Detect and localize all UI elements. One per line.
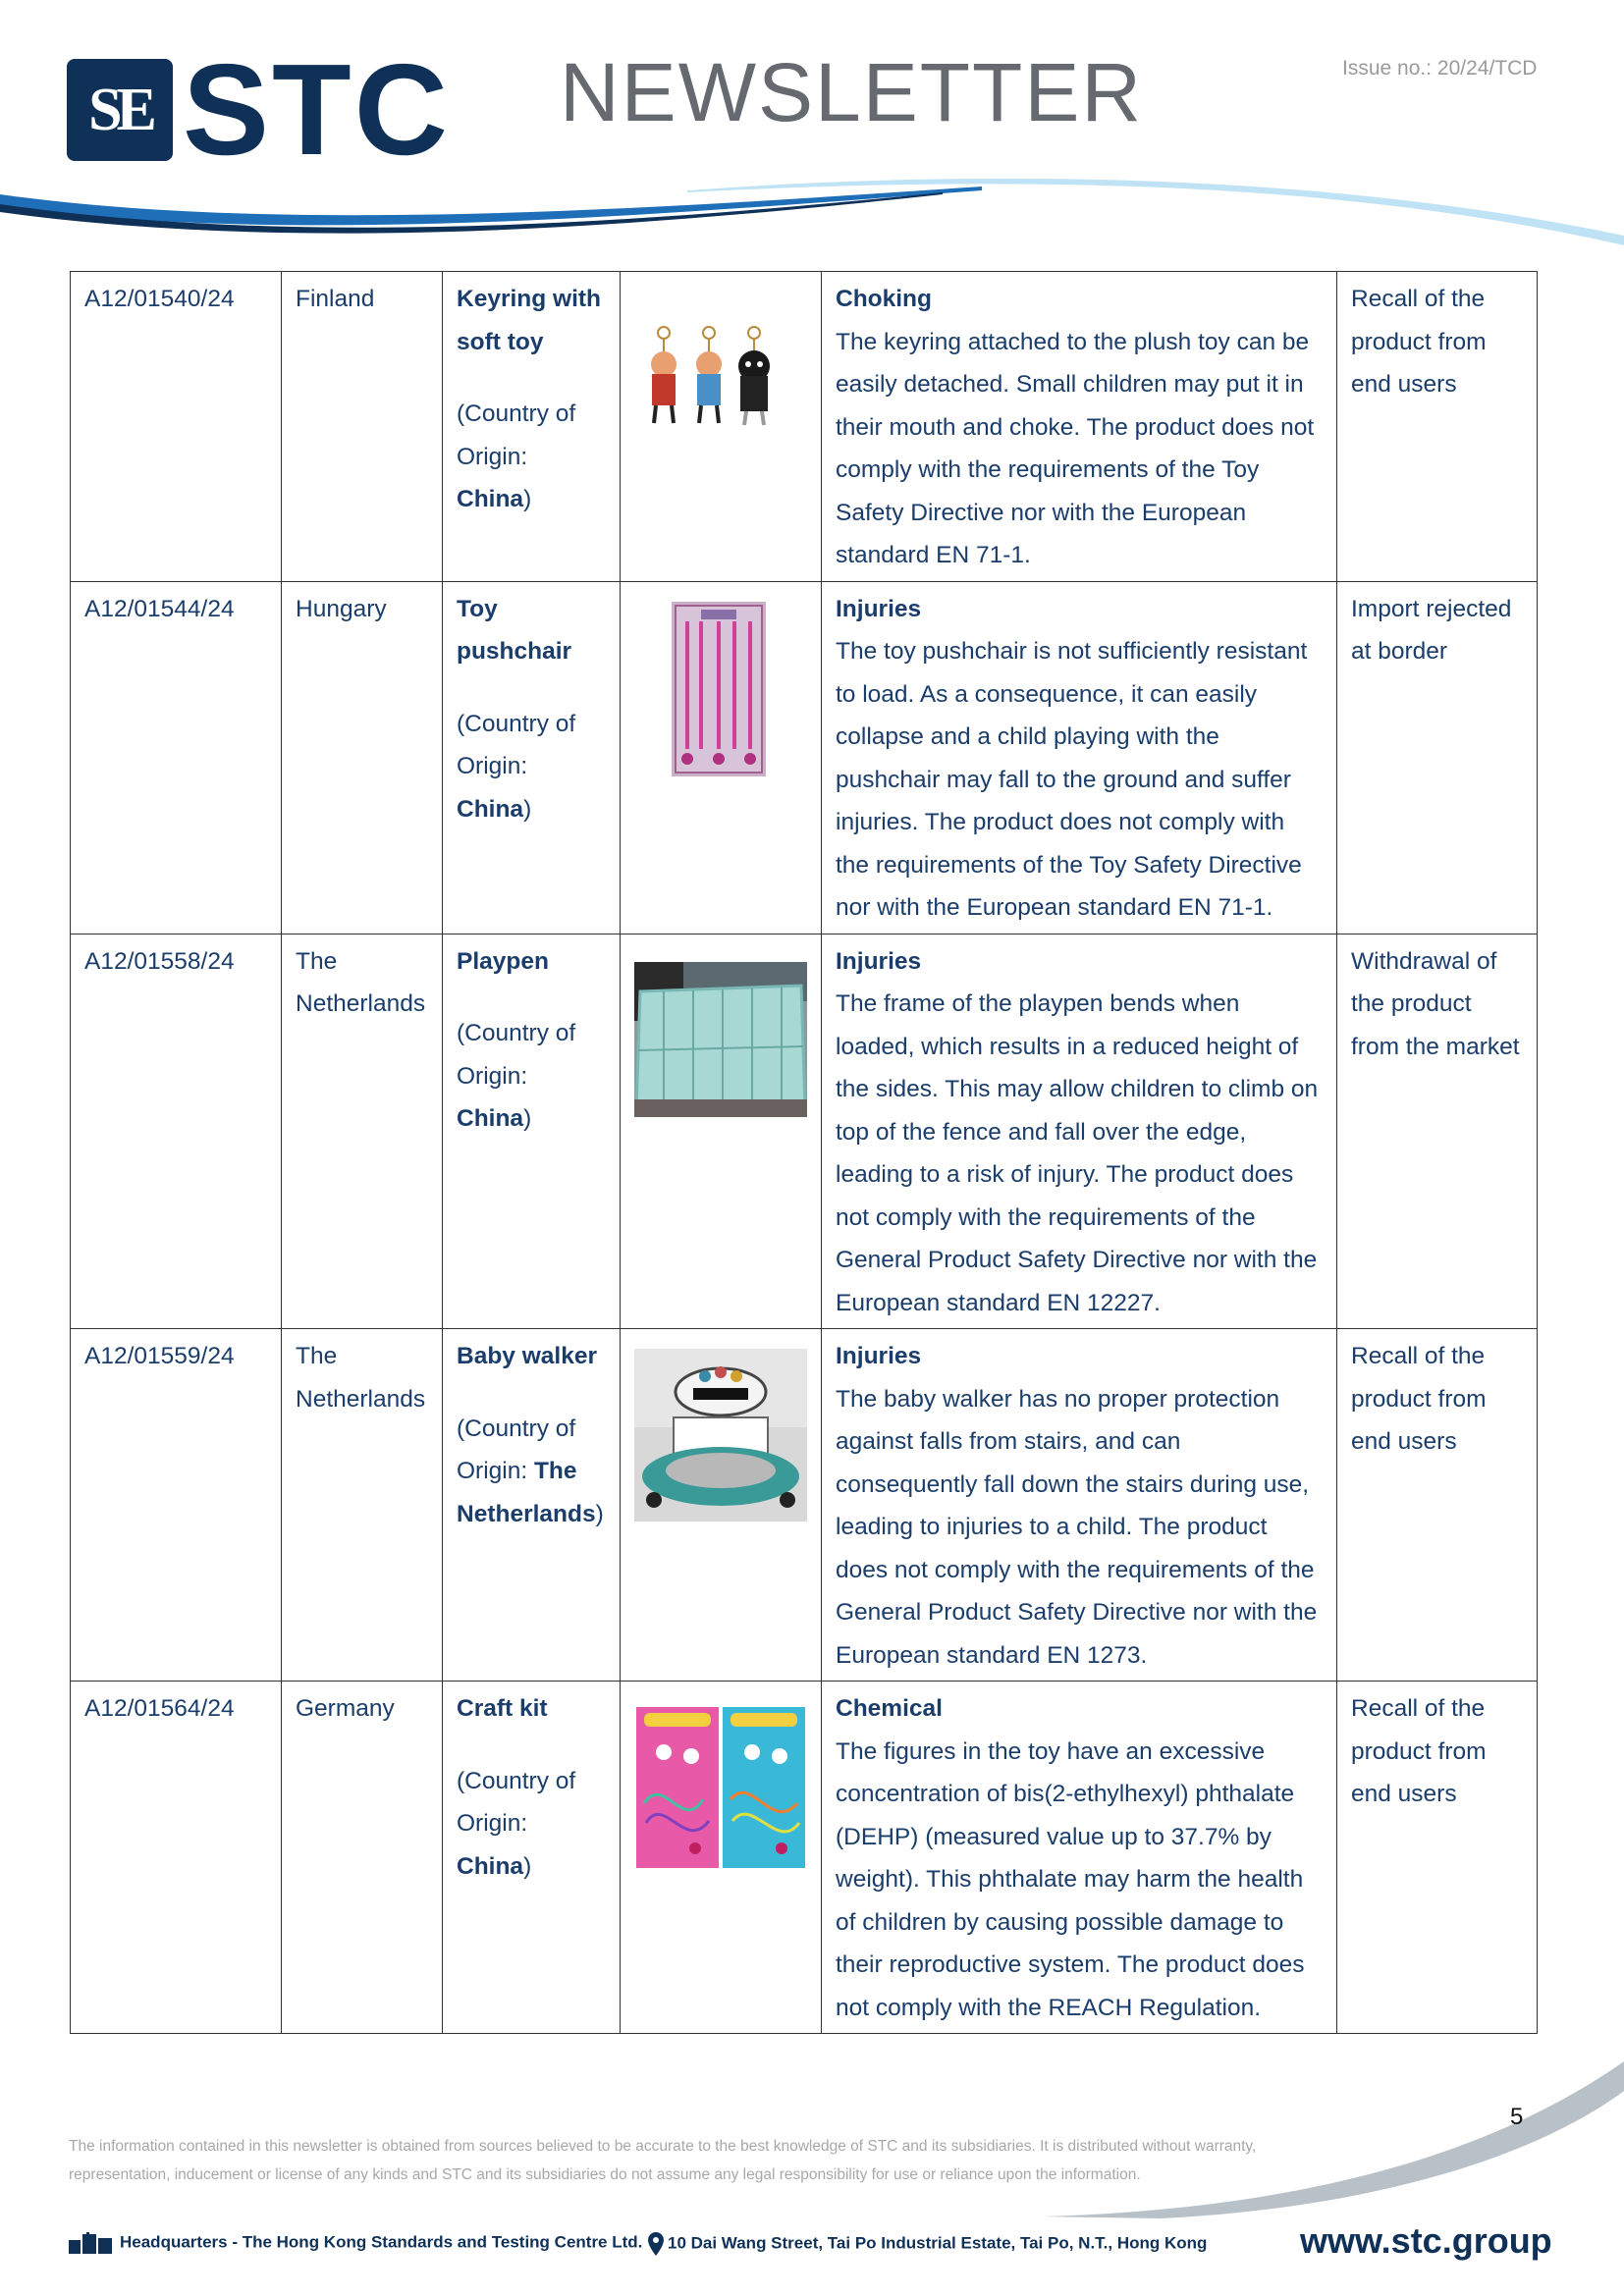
notifying-country: The Netherlands	[282, 934, 443, 1329]
stc-logo-mark: SE	[67, 59, 173, 161]
measures-taken: Withdrawal of the product from the market	[1337, 934, 1538, 1329]
table-row	[71, 1329, 1538, 1682]
location-pin-icon	[648, 2232, 664, 2256]
keyring-soft-toy-image	[634, 325, 782, 435]
ref-number: A12/01558/24	[71, 934, 282, 1329]
page-number: 5	[1510, 2104, 1524, 2130]
product-cell	[443, 1682, 621, 2034]
building-icon	[69, 2232, 114, 2254]
risk-cell	[822, 934, 1337, 1329]
product-cell	[443, 1329, 621, 1682]
disclaimer-text: The information contained in this newsletter is obtained from sources believed to be accurate to the best knowledge of STC and its subsidiaries. It is distributed without warranty, representation, inducement or license of any kinds and STC and its subsidiaries do not assume any legal responsibility for use or reliance upon the information.	[69, 2138, 1257, 2183]
measures-taken: Import rejected at border	[1337, 581, 1538, 934]
risk-cell	[822, 1329, 1337, 1682]
ref-number: A12/01540/24	[71, 272, 282, 582]
product-name: Playpen	[457, 947, 549, 975]
table-row	[71, 272, 1538, 582]
product-image-cell	[621, 1682, 822, 2034]
risk-type: Injuries	[836, 947, 922, 975]
country-of-origin: (Country of Origin: China)	[457, 710, 576, 823]
country-of-origin: (Country of Origin: China)	[457, 1767, 576, 1880]
table-row	[71, 934, 1538, 1329]
risk-description: The baby walker has no proper protection against falls from stairs, and can consequently fall down the stairs during use, leading to injuries to a child. The product does not comply with the requirements of the General Product Safety Directive nor with the European standard EN 1273.	[836, 1385, 1318, 1669]
stc-logo	[67, 37, 460, 182]
country-of-origin: (Country of Origin: The Netherlands)	[457, 1415, 604, 1527]
product-image-cell	[621, 1329, 822, 1682]
risk-description: The keyring attached to the plush toy can be easily detached. Small children may put it in their mouth and choke. The product does not comply with the requirements of the Toy Safety Directive nor with the European standard EN 71-1.	[836, 328, 1315, 568]
ref-number: A12/01544/24	[71, 581, 282, 934]
craft-kit-image	[634, 1705, 807, 1870]
product-cell	[443, 934, 621, 1329]
recall-table	[70, 271, 1538, 2034]
newsletter-header	[0, 0, 1624, 255]
risk-description: The figures in the toy have an excessive concentration of bis(2-ethylhexyl) phthalate (DEHP) (measured value up to 37.7% by weight). This phthalate may harm the health of children by causing possible damage to their reproductive system. The product does not comply with the REACH Regulation.	[836, 1737, 1305, 2021]
website-link[interactable]: www.stc.group	[1300, 2220, 1552, 2261]
ref-number: A12/01564/24	[71, 1682, 282, 2034]
measures-taken: Recall of the product from end users	[1337, 272, 1538, 582]
risk-type: Chemical	[836, 1695, 943, 1722]
table-row	[71, 581, 1538, 934]
product-cell	[443, 272, 621, 582]
product-image-cell	[621, 581, 822, 934]
notifying-country: Finland	[282, 272, 443, 582]
notifying-country: Hungary	[282, 581, 443, 934]
table-row	[71, 1682, 1538, 2034]
risk-type: Injuries	[836, 595, 922, 622]
address-label: 10 Dai Wang Street, Tai Po Industrial Estate, Tai Po, N.T., Hong Kong	[668, 2233, 1208, 2253]
measures-taken: Recall of the product from end users	[1337, 1329, 1538, 1682]
issue-number: Issue no.: 20/24/TCD	[1342, 57, 1538, 80]
product-name: Baby walker	[457, 1343, 597, 1369]
risk-description: The frame of the playpen bends when loaded, which results in a reduced height of the sides. This may allow children to climb on top of the fence and fall over the edge, leading to a risk of injury. The product does not comply with the requirements of the General Product Safety Directive nor with the European standard EN 12227.	[836, 990, 1319, 1316]
newsletter-title: NEWSLETTER	[560, 46, 1144, 138]
baby-walker-image	[634, 1349, 807, 1522]
risk-type: Choking	[836, 286, 932, 312]
address-info	[648, 2232, 1207, 2256]
notifying-country: The Netherlands	[282, 1329, 443, 1682]
risk-cell	[822, 272, 1337, 582]
country-of-origin: (Country of Origin: China)	[457, 1020, 576, 1132]
footer-contact-bar	[69, 2222, 1561, 2269]
risk-cell	[822, 581, 1337, 934]
headquarters-info	[69, 2232, 642, 2254]
product-cell	[443, 581, 621, 934]
risk-cell	[822, 1682, 1337, 2034]
product-name: Craft kit	[457, 1695, 548, 1722]
header-swoosh	[0, 177, 1624, 255]
product-name: Toy pushchair	[457, 595, 572, 665]
risk-type: Injuries	[836, 1343, 922, 1369]
stc-logo-text: STC	[183, 37, 451, 182]
country-of-origin: (Country of Origin: China)	[457, 400, 576, 512]
measures-taken: Recall of the product from end users	[1337, 1682, 1538, 2034]
product-image-cell	[621, 272, 822, 582]
product-name: Keyring with soft toy	[457, 286, 602, 355]
headquarters-label: Headquarters - The Hong Kong Standards and Testing Centre Ltd.	[120, 2232, 643, 2252]
notifying-country: Germany	[282, 1682, 443, 2034]
playpen-image	[634, 962, 807, 1117]
ref-number: A12/01559/24	[71, 1329, 282, 1682]
product-image-cell	[621, 934, 822, 1329]
toy-pushchair-image	[672, 602, 766, 776]
risk-description: The toy pushchair is not sufficiently resistant to load. As a consequence, it can easily collapse and a child playing with the pushchair may fall to the ground and suffer injuries. The product does not comply with the requirements of the Toy Safety Directive nor with the European standard EN 71-1.	[836, 638, 1308, 921]
